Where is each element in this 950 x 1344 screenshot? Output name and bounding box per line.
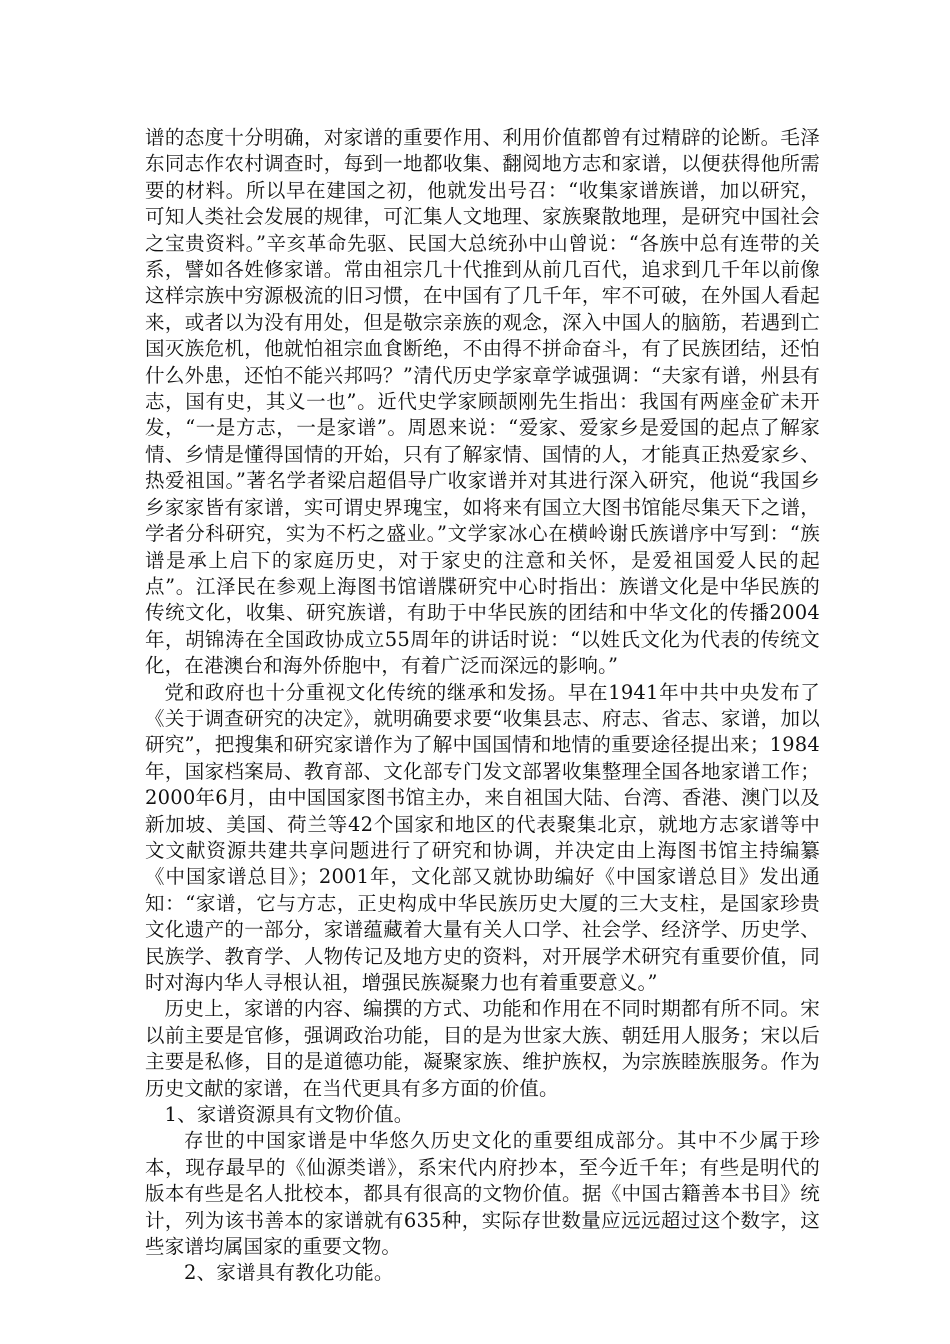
- paragraph-quotes: 谱的态度十分明确，对家谱的重要作用、利用价值都曾有过精辟的论断。毛泽东同志作农村调查时，每到一地都收集、翻阅地方志和家谱，以便获得他所需要的材料。所以早在建国之初，他就发出号召：“收集家谱族谱，加以研究，可知人类社会发展的规律，可汇集人文地理、家族聚散地理，是研究中国社会之宝贵资料。”辛亥革命先驱、民国大总统孙中山曾说：“各族中总有连带的关系，譬如各姓修家谱。常由祖宗几十代推到从前几百代，追求到几千年以前像这样宗族中穷源极流的旧习惯，在中国有了几千年，牢不可破，在外国人看起来，或者以为没有用处，但是敬宗亲族的观念，深入中国人的脑筋，若遇到亡国灭族危机，他就怕祖宗血食断绝，不由得不拼命奋斗，有了民族团结，还怕什么外患，还怕不能兴邦吗？”清代历史学家章学诚强调：“夫家有谱，州县有志，国有史，其义一也”。近代史学家顾颉刚先生指出：我国有两座金矿未开发，“一是方志，一是家谱”。周恩来说：“爱家、爱家乡是爱国的起点了解家情、乡情是懂得国情的开始，只有了解家情、国情的人，才能真正热爱家乡、热爱祖国。”著名学者梁启超倡导广收家谱并对其进行深入研究，他说“我国乡乡家家皆有家谱，实可谓史界瑰宝，如将来有国立大图书馆能尽集天下之谱，学者分科研究，实为不朽之盛业。”文学家冰心在横岭谢氏族谱序中写到：“族谱是承上启下的家庭历史，对于家史的注意和关怀，是爱祖国爱人民的起点”。江泽民在参观上海图书馆谱牒研究中心时指出：族谱文化是中华民族的传统文化，收集、研究族谱，有助于中华民族的团结和中华文化的传播2004年，胡锦涛在全国政协成立55周年的讲话时说：“以姓氏文化为代表的传统文化，在港澳台和海外侨胞中，有着广泛而深远的影响。”: [145, 126, 820, 678]
- paragraph-cultural-relic: 存世的中国家谱是中华悠久历史文化的重要组成部分。其中不少属于珍本，现存最早的《仙源类谱》，系宋代内府抄本，至今近千年；有些是明代的版本有些是名人批校本，都具有很高的文物价值。据《中国古籍善本书目》统计，列为该书善本的家谱就有635种，实际存世数量应远远超过这个数字，这些家谱均属国家的重要文物。: [145, 1129, 820, 1259]
- document-body: [145, 125, 820, 1287]
- paragraph-party-policy: 党和政府也十分重视文化传统的继承和发扬。早在1941年中共中央发布了《关于调查研究的决定》，就明确要求要“收集县志、府志、省志、家谱，加以研究”，把搜集和研究家谱作为了解中国国情和地情的重要途径提出来；1984年，国家档案局、教育部、文化部专门发文部署收集整理全国各地家谱工作；2000年6月，由中国国家图书馆主办，来自祖国大陆、台湾、香港、澳门以及新加坡、美国、荷兰等42个国家和地区的代表聚集北京，就地方志家谱等中文文献资源共建共享问题进行了研究和协调，并决定由上海图书馆主持编纂《中国家谱总目》；2001年，文化部又就协助编好《中国家谱总目》发出通知：“家谱，它与方志，正史构成中华民族历史大厦的三大支柱，是国家珍贵文化遗产的一部分，家谱蕴藏着大量有关人口学、社会学、经济学、历史学、民族学、教育学、人物传记及地方史的资料，对开展学术研究有重要价值，同时对海内华人寻根认祖，增强民族凝聚力也有着重要意义。”: [145, 680, 820, 994]
- heading-cultural-relic-value: 1、家谱资源具有文物价值。: [164, 1103, 414, 1127]
- heading-education-function: 2、家谱具有教化功能。: [184, 1261, 394, 1285]
- paragraph-history: 历史上，家谱的内容、编撰的方式、功能和作用在不同时期都有所不同。宋以前主要是官修，强调政治功能，目的是为世家大族、朝廷用人服务；宋以后主要是私修，目的是道德功能，凝聚家族、维护族权，为宗族睦族服务。作为历史文献的家谱，在当代更具有多方面的价值。: [145, 997, 820, 1100]
